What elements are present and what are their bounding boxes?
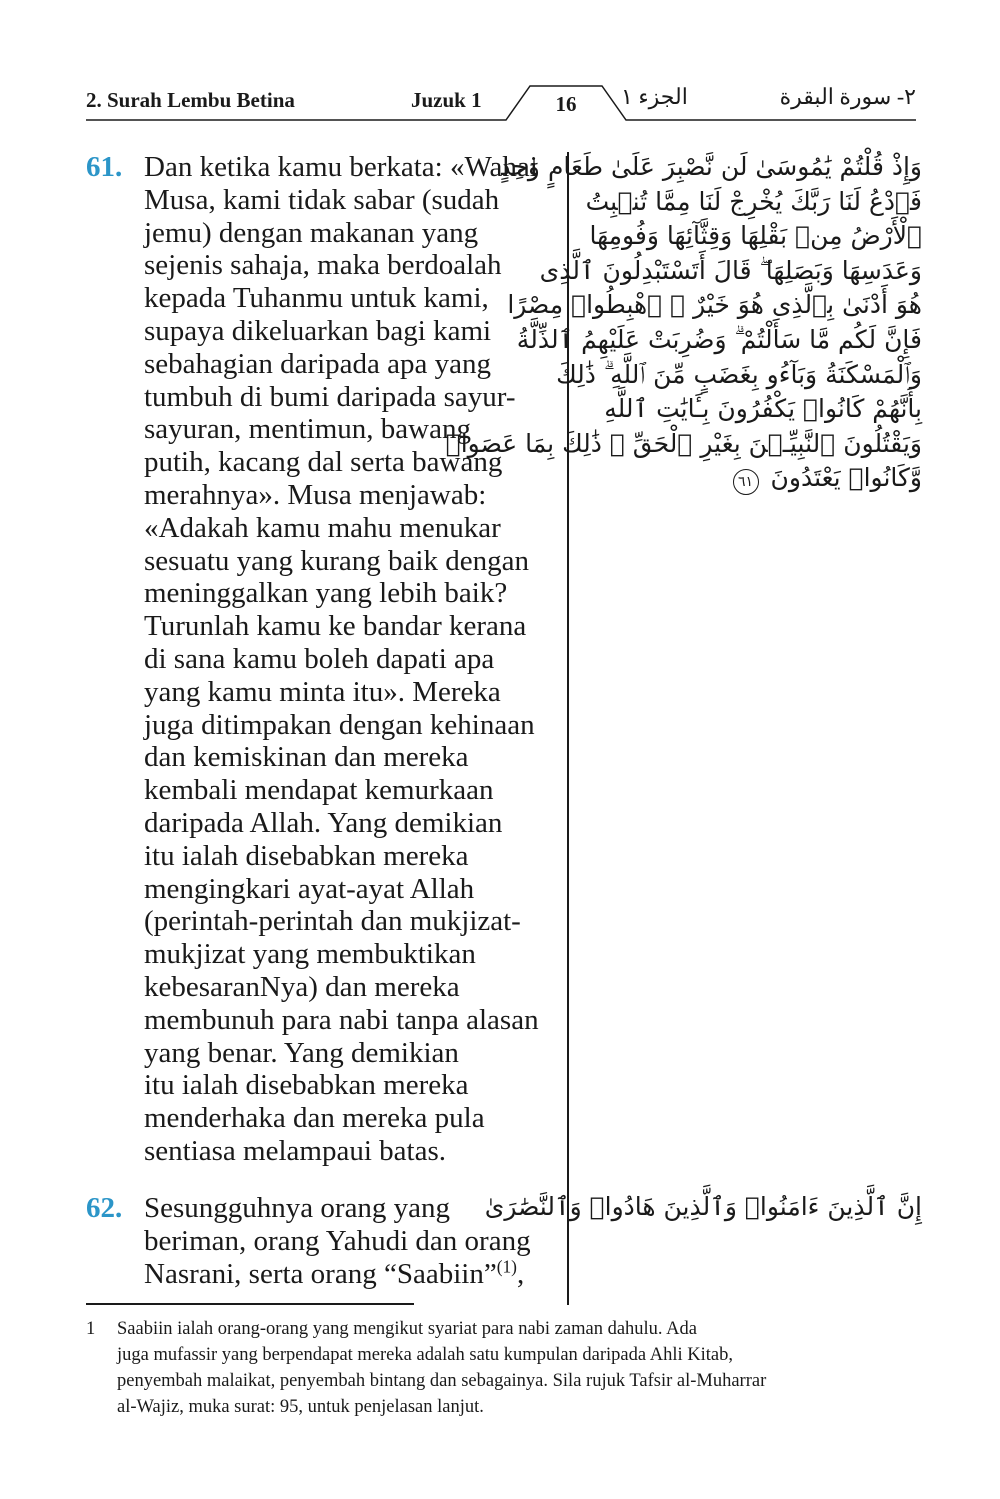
footnote-line: al-Wajiz, muka surat: 95, untuk penjelasan lanjut. — [117, 1397, 484, 1417]
verse-number: 62. — [86, 1192, 123, 1224]
verse-line: Turunlah kamu ke bandar kerana — [144, 610, 527, 643]
footnote-text — [117, 1316, 915, 1420]
verse-line-text: Nasrani, serta orang “Saabiin” — [144, 1257, 497, 1290]
verse-line: tumbuh di bumi daripada sayur- — [144, 380, 516, 413]
verse-line: putih, kacang dal serta bawang — [144, 446, 503, 479]
verse-line: sebahagian daripada apa yang — [144, 347, 492, 380]
verse-line: membunuh para nabi tanpa alasan — [144, 1003, 539, 1036]
arabic-line: فَٱدْعُ لَنَا رَبَّكَ يُخْرِجْ لَنَا مِمَّا تُنۢبِتُ — [585, 186, 922, 216]
verse-line-punct: , — [516, 1257, 525, 1290]
arabic-line: هُوَ أَدْنَىٰ بِٱلَّذِى هُوَ خَيْرٌ ۚ ٱهْبِطُوا۟ مِصْرًا — [507, 290, 922, 320]
verse-number: 61. — [86, 151, 123, 183]
verse-line: supaya dikeluarkan bagi kami — [144, 314, 492, 347]
arabic-line: ٱلْأَرْضُ مِنۢ بَقْلِهَا وَقِثَّآئِهَا وَفُومِهَا — [589, 221, 922, 251]
footnote-line: penyembah malaikat, penyembah bintang dan sebagainya. Sila rujuk Tafsir al-Muharrar — [117, 1371, 767, 1391]
verse-line: meninggalkan yang lebih baik? — [144, 577, 508, 610]
verse-61-arabic — [446, 150, 922, 496]
verse-line: dan kemiskinan dan mereka — [144, 741, 469, 774]
ayah-end-marker: ٦١ — [733, 469, 759, 495]
verse-line: yang kamu minta itu». Mereka — [144, 675, 501, 708]
verse-line: di sana kamu boleh dapati apa — [144, 642, 495, 675]
verse-line: «Adakah kamu mahu menukar — [144, 511, 501, 544]
verse-line: kembali mendapat kemurkaan — [144, 774, 494, 807]
running-header — [86, 80, 916, 122]
verse-line: sejenis sahaja, maka berdoalah — [144, 249, 502, 282]
arabic-line-text: وَّكَانُوا۟ يَعْتَدُونَ — [770, 463, 922, 493]
verse-line: itu ialah disebabkan mereka — [144, 839, 469, 872]
arabic-line: فَإِنَّ لَكُم مَّا سَأَلْتُمْ ۗ وَضُرِبَتْ عَلَيْهِمُ ٱلذِّلَّةُ — [516, 324, 922, 354]
verse-62-arabic — [485, 1190, 922, 1225]
verse-line — [144, 1255, 564, 1291]
verse-line: sentiasa melampaui batas. — [144, 1134, 446, 1167]
verse-line: jemu) dengan makanan yang — [144, 216, 479, 249]
verse-line: sesuatu yang kurang baik dengan — [144, 544, 529, 577]
verse-line: beriman, orang Yahudi dan orang — [144, 1224, 531, 1257]
footnote-line: Saabiin ialah orang-orang yang mengikut syariat para nabi zaman dahulu. Ada — [117, 1319, 697, 1339]
verse-line: juga ditimpakan dengan kehinaan — [144, 708, 535, 741]
verse-line: sayuran, mentimun, bawang — [144, 413, 471, 446]
verse-line: daripada Allah. Yang demikian — [144, 806, 503, 839]
arabic-line: وَيَقْتُلُونَ ٱلنَّبِيِّـۧنَ بِغَيْرِ ٱلْحَقِّ ۗ ذَٰلِكَ بِمَا عَصَوا۟ — [445, 428, 922, 458]
verse-line: (perintah-perintah dan mukjizat- — [144, 905, 521, 938]
verse-line: Sesungguhnya orang yang — [144, 1192, 451, 1224]
verse-line: Dan ketika kamu berkata: «Wahai — [144, 151, 538, 183]
verse-line: merahnya». Musa menjawab: — [144, 478, 487, 511]
verse-line: mukjizat yang membuktikan — [144, 938, 476, 971]
juz-arabic: الجزء ١ — [621, 84, 688, 109]
surah-title: 2. Surah Lembu Betina — [86, 88, 295, 112]
page-number: 16 — [555, 92, 577, 116]
arabic-line: بِأَنَّهُمْ كَانُوا۟ يَكْفُرُونَ بِـَٔايَٰتِ ٱللَّهِ — [604, 394, 922, 424]
verse-line: kepada Tuhanmu untuk kami, — [144, 282, 489, 315]
arabic-line: وَعَدَسِهَا وَبَصَلِهَا ۖ قَالَ أَتَسْتَبْدِلُونَ ٱلَّذِى — [539, 255, 922, 285]
verse-line: mengingkari ayat-ayat Allah — [144, 872, 475, 905]
arabic-line: إِنَّ ٱلَّذِينَ ءَامَنُوا۟ وَٱلَّذِينَ هَادُوا۟ وَٱلنَّصَٰرَىٰ — [484, 1192, 922, 1221]
arabic-line: وَٱلْمَسْكَنَةُ وَبَآءُو بِغَضَبٍ مِّنَ ٱللَّهِ ۗ ذَٰلِكَ — [556, 359, 922, 389]
juzuk-label: Juzuk 1 — [411, 88, 482, 112]
footnote-reference[interactable]: (1) — [496, 1255, 517, 1276]
verse-line: Musa, kami tidak sabar (sudah — [144, 183, 500, 216]
footnote-line: juga mufassir yang berpendapat mereka adalah satu kumpulan daripada Ahli Kitab, — [117, 1345, 733, 1365]
verse-line: itu ialah disebabkan mereka — [144, 1069, 469, 1102]
arabic-line: وَإِذْ قُلْتُمْ يَٰمُوسَىٰ لَن نَّصْبِرَ عَلَىٰ طَعَامٍ وَٰحِدٍ — [499, 152, 922, 181]
footnote-number: 1 — [86, 1319, 96, 1339]
verse-line: yang benar. Yang demikian — [144, 1036, 459, 1069]
verse-line: menderhaka dan mereka pula — [144, 1102, 485, 1135]
footnote-rule — [86, 1303, 414, 1305]
arabic-line — [446, 461, 922, 496]
surah-arabic: ٢- سورة البقرة — [779, 84, 916, 109]
verse-line: kebesaranNya) dan mereka — [144, 970, 460, 1003]
